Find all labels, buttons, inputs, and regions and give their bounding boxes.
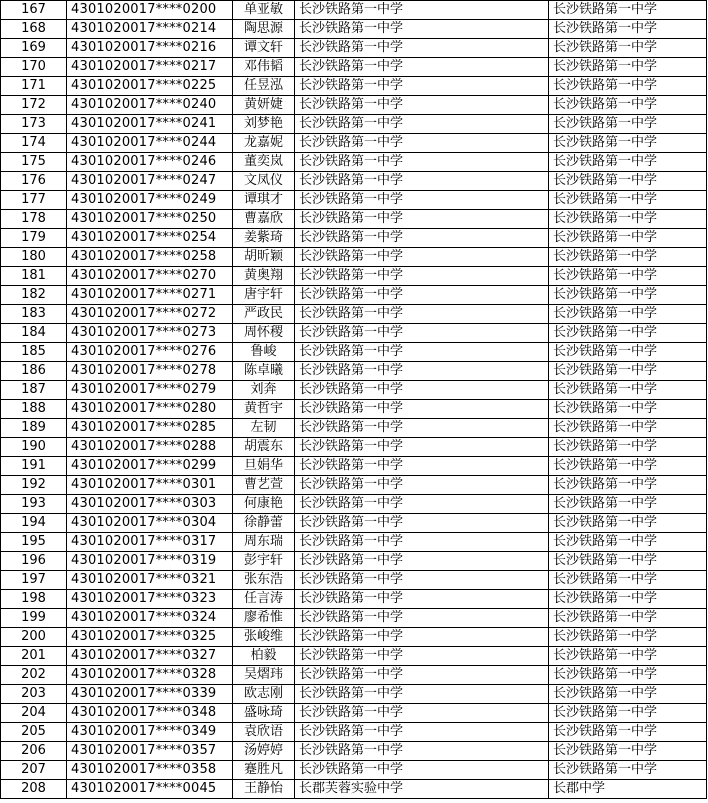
table-row (1, 153, 707, 172)
table-row (1, 552, 707, 571)
student-name-cell: 胡昕颖 (233, 248, 295, 267)
row-number-cell: 183 (1, 305, 67, 324)
school-cell: 长沙铁路第一中学 (295, 742, 549, 761)
school-cell: 长沙铁路第一中学 (295, 647, 549, 666)
row-number-cell: 201 (1, 647, 67, 666)
school-cell: 长沙铁路第一中学 (295, 609, 549, 628)
row-number-cell: 207 (1, 761, 67, 780)
graduation-school-cell: 长沙铁路第一中学 (549, 666, 707, 685)
id-number-cell: 4301020017****0279 (67, 381, 233, 400)
student-name-cell: 吴熠玮 (233, 666, 295, 685)
table-row (1, 571, 707, 590)
student-name-cell: 曹嘉欣 (233, 210, 295, 229)
school-cell: 长沙铁路第一中学 (295, 552, 549, 571)
row-number-cell: 206 (1, 742, 67, 761)
graduation-school-cell: 长沙铁路第一中学 (549, 172, 707, 191)
row-number-cell: 169 (1, 39, 67, 58)
student-name-cell: 姜紫琦 (233, 229, 295, 248)
school-cell: 长沙铁路第一中学 (295, 172, 549, 191)
school-cell: 长沙铁路第一中学 (295, 1, 549, 20)
row-number-cell: 184 (1, 324, 67, 343)
table-row (1, 267, 707, 286)
id-number-cell: 4301020017****0276 (67, 343, 233, 362)
student-name-cell: 刘梦艳 (233, 115, 295, 134)
table-row (1, 343, 707, 362)
id-number-cell: 4301020017****0328 (67, 666, 233, 685)
table-row (1, 457, 707, 476)
table-row (1, 780, 707, 799)
school-cell: 长沙铁路第一中学 (295, 666, 549, 685)
student-name-cell: 陶思源 (233, 20, 295, 39)
student-name-cell: 鲁峻 (233, 343, 295, 362)
table-row (1, 305, 707, 324)
graduation-school-cell: 长沙铁路第一中学 (549, 723, 707, 742)
table-row (1, 476, 707, 495)
row-number-cell: 204 (1, 704, 67, 723)
id-number-cell: 4301020017****0299 (67, 457, 233, 476)
id-number-cell: 4301020017****0217 (67, 58, 233, 77)
row-number-cell: 191 (1, 457, 67, 476)
id-number-cell: 4301020017****0321 (67, 571, 233, 590)
graduation-school-cell: 长沙铁路第一中学 (549, 77, 707, 96)
id-number-cell: 4301020017****0258 (67, 248, 233, 267)
row-number-cell: 180 (1, 248, 67, 267)
table-row (1, 248, 707, 267)
row-number-cell: 178 (1, 210, 67, 229)
graduation-school-cell: 长沙铁路第一中学 (549, 343, 707, 362)
id-number-cell: 4301020017****0327 (67, 647, 233, 666)
school-cell: 长郡芙蓉实验中学 (295, 780, 549, 799)
student-name-cell: 张峻维 (233, 628, 295, 647)
row-number-cell: 198 (1, 590, 67, 609)
id-number-cell: 4301020017****0301 (67, 476, 233, 495)
row-number-cell: 188 (1, 400, 67, 419)
student-name-cell: 徐静蕾 (233, 514, 295, 533)
school-cell: 长沙铁路第一中学 (295, 381, 549, 400)
row-number-cell: 193 (1, 495, 67, 514)
school-cell: 长沙铁路第一中学 (295, 362, 549, 381)
id-number-cell: 4301020017****0241 (67, 115, 233, 134)
table-row (1, 324, 707, 343)
id-number-cell: 4301020017****0273 (67, 324, 233, 343)
row-number-cell: 197 (1, 571, 67, 590)
graduation-school-cell: 长沙铁路第一中学 (549, 267, 707, 286)
id-number-cell: 4301020017****0244 (67, 134, 233, 153)
graduation-school-cell: 长沙铁路第一中学 (549, 476, 707, 495)
row-number-cell: 179 (1, 229, 67, 248)
school-cell: 长沙铁路第一中学 (295, 476, 549, 495)
id-number-cell: 4301020017****0200 (67, 1, 233, 20)
table-row (1, 362, 707, 381)
id-number-cell: 4301020017****0285 (67, 419, 233, 438)
student-name-cell: 周东瑞 (233, 533, 295, 552)
table-row (1, 400, 707, 419)
school-cell: 长沙铁路第一中学 (295, 514, 549, 533)
student-name-cell: 柏毅 (233, 647, 295, 666)
graduation-school-cell: 长沙铁路第一中学 (549, 533, 707, 552)
graduation-school-cell: 长沙铁路第一中学 (549, 571, 707, 590)
graduation-school-cell: 长沙铁路第一中学 (549, 248, 707, 267)
table-row (1, 1, 707, 20)
table-row (1, 39, 707, 58)
graduation-school-cell: 长沙铁路第一中学 (549, 685, 707, 704)
graduation-school-cell: 长沙铁路第一中学 (549, 324, 707, 343)
school-cell: 长沙铁路第一中学 (295, 343, 549, 362)
graduation-school-cell: 长沙铁路第一中学 (549, 229, 707, 248)
table-row (1, 590, 707, 609)
id-number-cell: 4301020017****0323 (67, 590, 233, 609)
student-name-cell: 唐宇轩 (233, 286, 295, 305)
student-name-cell: 袁欣语 (233, 723, 295, 742)
table-row (1, 172, 707, 191)
row-number-cell: 168 (1, 20, 67, 39)
id-number-cell: 4301020017****0348 (67, 704, 233, 723)
id-number-cell: 4301020017****0358 (67, 761, 233, 780)
graduation-school-cell: 长沙铁路第一中学 (549, 742, 707, 761)
id-number-cell: 4301020017****0247 (67, 172, 233, 191)
school-cell: 长沙铁路第一中学 (295, 77, 549, 96)
id-number-cell: 4301020017****0288 (67, 438, 233, 457)
row-number-cell: 200 (1, 628, 67, 647)
student-name-cell: 张东浩 (233, 571, 295, 590)
student-name-cell: 任言涛 (233, 590, 295, 609)
student-name-cell: 周怀稷 (233, 324, 295, 343)
graduation-school-cell: 长沙铁路第一中学 (549, 305, 707, 324)
row-number-cell: 194 (1, 514, 67, 533)
school-cell: 长沙铁路第一中学 (295, 134, 549, 153)
graduation-school-cell: 长沙铁路第一中学 (549, 400, 707, 419)
table-row (1, 514, 707, 533)
graduation-school-cell: 长沙铁路第一中学 (549, 210, 707, 229)
graduation-school-cell: 长沙铁路第一中学 (549, 419, 707, 438)
id-number-cell: 4301020017****0271 (67, 286, 233, 305)
student-name-cell: 左韧 (233, 419, 295, 438)
id-number-cell: 4301020017****0216 (67, 39, 233, 58)
table-row (1, 191, 707, 210)
graduation-school-cell: 长沙铁路第一中学 (549, 58, 707, 77)
id-number-cell: 4301020017****0246 (67, 153, 233, 172)
id-number-cell: 4301020017****0319 (67, 552, 233, 571)
student-name-cell: 廖希惟 (233, 609, 295, 628)
school-cell: 长沙铁路第一中学 (295, 286, 549, 305)
graduation-school-cell: 长沙铁路第一中学 (549, 761, 707, 780)
table-row (1, 58, 707, 77)
table-row (1, 761, 707, 780)
school-cell: 长沙铁路第一中学 (295, 590, 549, 609)
id-number-cell: 4301020017****0317 (67, 533, 233, 552)
graduation-school-cell: 长沙铁路第一中学 (549, 115, 707, 134)
student-name-cell: 蹇胜凡 (233, 761, 295, 780)
graduation-school-cell: 长沙铁路第一中学 (549, 362, 707, 381)
table-row (1, 666, 707, 685)
school-cell: 长沙铁路第一中学 (295, 495, 549, 514)
student-name-cell: 任昱泓 (233, 77, 295, 96)
table-row (1, 533, 707, 552)
table-row (1, 134, 707, 153)
row-number-cell: 172 (1, 96, 67, 115)
row-number-cell: 189 (1, 419, 67, 438)
student-name-cell: 彭宇轩 (233, 552, 295, 571)
graduation-school-cell: 长沙铁路第一中学 (549, 20, 707, 39)
graduation-school-cell: 长沙铁路第一中学 (549, 96, 707, 115)
row-number-cell: 174 (1, 134, 67, 153)
id-number-cell: 4301020017****0250 (67, 210, 233, 229)
row-number-cell: 181 (1, 267, 67, 286)
table-row (1, 723, 707, 742)
graduation-school-cell: 长郡中学 (549, 780, 707, 799)
id-number-cell: 4301020017****0280 (67, 400, 233, 419)
id-number-cell: 4301020017****0325 (67, 628, 233, 647)
school-cell: 长沙铁路第一中学 (295, 58, 549, 77)
row-number-cell: 182 (1, 286, 67, 305)
graduation-school-cell: 长沙铁路第一中学 (549, 704, 707, 723)
school-cell: 长沙铁路第一中学 (295, 115, 549, 134)
school-cell: 长沙铁路第一中学 (295, 324, 549, 343)
table-row (1, 495, 707, 514)
school-cell: 长沙铁路第一中学 (295, 628, 549, 647)
student-name-cell: 旦娟华 (233, 457, 295, 476)
id-number-cell: 4301020017****0272 (67, 305, 233, 324)
school-cell: 长沙铁路第一中学 (295, 723, 549, 742)
id-number-cell: 4301020017****0270 (67, 267, 233, 286)
row-number-cell: 173 (1, 115, 67, 134)
table-row (1, 647, 707, 666)
student-name-cell: 谭琪才 (233, 191, 295, 210)
graduation-school-cell: 长沙铁路第一中学 (549, 438, 707, 457)
row-number-cell: 175 (1, 153, 67, 172)
student-name-cell: 严政民 (233, 305, 295, 324)
student-name-cell: 董奕岚 (233, 153, 295, 172)
id-number-cell: 4301020017****0304 (67, 514, 233, 533)
row-number-cell: 203 (1, 685, 67, 704)
graduation-school-cell: 长沙铁路第一中学 (549, 457, 707, 476)
graduation-school-cell: 长沙铁路第一中学 (549, 1, 707, 20)
school-cell: 长沙铁路第一中学 (295, 457, 549, 476)
row-number-cell: 196 (1, 552, 67, 571)
row-number-cell: 187 (1, 381, 67, 400)
student-name-cell: 龙嘉妮 (233, 134, 295, 153)
school-cell: 长沙铁路第一中学 (295, 704, 549, 723)
school-cell: 长沙铁路第一中学 (295, 419, 549, 438)
id-number-cell: 4301020017****0254 (67, 229, 233, 248)
row-number-cell: 208 (1, 780, 67, 799)
id-number-cell: 4301020017****0324 (67, 609, 233, 628)
row-number-cell: 167 (1, 1, 67, 20)
table-row (1, 704, 707, 723)
graduation-school-cell: 长沙铁路第一中学 (549, 191, 707, 210)
table-row (1, 20, 707, 39)
id-number-cell: 4301020017****0357 (67, 742, 233, 761)
student-table-body (1, 1, 707, 799)
student-name-cell: 盛咏琦 (233, 704, 295, 723)
graduation-school-cell: 长沙铁路第一中学 (549, 552, 707, 571)
table-row (1, 115, 707, 134)
row-number-cell: 186 (1, 362, 67, 381)
id-number-cell: 4301020017****0303 (67, 495, 233, 514)
student-name-cell: 欧志刚 (233, 685, 295, 704)
id-number-cell: 4301020017****0240 (67, 96, 233, 115)
row-number-cell: 170 (1, 58, 67, 77)
table-row (1, 685, 707, 704)
id-number-cell: 4301020017****0339 (67, 685, 233, 704)
row-number-cell: 195 (1, 533, 67, 552)
id-number-cell: 4301020017****0249 (67, 191, 233, 210)
table-row (1, 229, 707, 248)
student-name-cell: 邓伟韬 (233, 58, 295, 77)
student-name-cell: 文凤仪 (233, 172, 295, 191)
student-name-cell: 黄妍婕 (233, 96, 295, 115)
school-cell: 长沙铁路第一中学 (295, 20, 549, 39)
graduation-school-cell: 长沙铁路第一中学 (549, 647, 707, 666)
school-cell: 长沙铁路第一中学 (295, 571, 549, 590)
graduation-school-cell: 长沙铁路第一中学 (549, 381, 707, 400)
table-row (1, 286, 707, 305)
student-name-cell: 汤婷婷 (233, 742, 295, 761)
graduation-school-cell: 长沙铁路第一中学 (549, 590, 707, 609)
student-name-cell: 何康艳 (233, 495, 295, 514)
student-name-cell: 胡震东 (233, 438, 295, 457)
student-name-cell: 王静怡 (233, 780, 295, 799)
student-name-cell: 黄奥翔 (233, 267, 295, 286)
row-number-cell: 199 (1, 609, 67, 628)
student-name-cell: 曹艺萱 (233, 476, 295, 495)
id-number-cell: 4301020017****0349 (67, 723, 233, 742)
school-cell: 长沙铁路第一中学 (295, 39, 549, 58)
id-number-cell: 4301020017****0045 (67, 780, 233, 799)
school-cell: 长沙铁路第一中学 (295, 267, 549, 286)
student-name-cell: 单亚敏 (233, 1, 295, 20)
school-cell: 长沙铁路第一中学 (295, 96, 549, 115)
school-cell: 长沙铁路第一中学 (295, 191, 549, 210)
row-number-cell: 185 (1, 343, 67, 362)
table-row (1, 742, 707, 761)
student-name-cell: 陈卓曦 (233, 362, 295, 381)
school-cell: 长沙铁路第一中学 (295, 685, 549, 704)
id-number-cell: 4301020017****0214 (67, 20, 233, 39)
graduation-school-cell: 长沙铁路第一中学 (549, 628, 707, 647)
student-name-cell: 黄哲宇 (233, 400, 295, 419)
table-row (1, 96, 707, 115)
row-number-cell: 202 (1, 666, 67, 685)
row-number-cell: 190 (1, 438, 67, 457)
school-cell: 长沙铁路第一中学 (295, 229, 549, 248)
school-cell: 长沙铁路第一中学 (295, 438, 549, 457)
school-cell: 长沙铁路第一中学 (295, 761, 549, 780)
row-number-cell: 176 (1, 172, 67, 191)
table-row (1, 438, 707, 457)
graduation-school-cell: 长沙铁路第一中学 (549, 39, 707, 58)
table-row (1, 381, 707, 400)
row-number-cell: 171 (1, 77, 67, 96)
row-number-cell: 177 (1, 191, 67, 210)
school-cell: 长沙铁路第一中学 (295, 210, 549, 229)
table-row (1, 628, 707, 647)
graduation-school-cell: 长沙铁路第一中学 (549, 609, 707, 628)
graduation-school-cell: 长沙铁路第一中学 (549, 514, 707, 533)
row-number-cell: 192 (1, 476, 67, 495)
school-cell: 长沙铁路第一中学 (295, 533, 549, 552)
id-number-cell: 4301020017****0225 (67, 77, 233, 96)
row-number-cell: 205 (1, 723, 67, 742)
table-row (1, 77, 707, 96)
graduation-school-cell: 长沙铁路第一中学 (549, 495, 707, 514)
school-cell: 长沙铁路第一中学 (295, 400, 549, 419)
graduation-school-cell: 长沙铁路第一中学 (549, 286, 707, 305)
graduation-school-cell: 长沙铁路第一中学 (549, 153, 707, 172)
table-row (1, 419, 707, 438)
student-name-cell: 刘奔 (233, 381, 295, 400)
school-cell: 长沙铁路第一中学 (295, 153, 549, 172)
table-row (1, 210, 707, 229)
school-cell: 长沙铁路第一中学 (295, 248, 549, 267)
school-cell: 长沙铁路第一中学 (295, 305, 549, 324)
table-row (1, 609, 707, 628)
graduation-school-cell: 长沙铁路第一中学 (549, 134, 707, 153)
student-name-cell: 谭文轩 (233, 39, 295, 58)
id-number-cell: 4301020017****0278 (67, 362, 233, 381)
